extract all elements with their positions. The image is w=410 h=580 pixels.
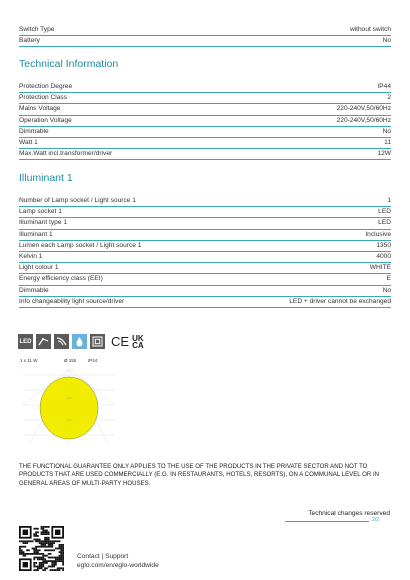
row-value: E: [386, 275, 391, 283]
ukca-top: UK: [132, 333, 144, 343]
table-row: [19, 25, 391, 36]
table-row: [19, 104, 391, 115]
table-row: [19, 252, 391, 263]
row-value: LED + driver cannot be exchanged: [289, 297, 391, 305]
row-value: 4000: [376, 252, 391, 260]
table-row: [19, 82, 391, 93]
table-row: [19, 297, 391, 308]
row-value: 11: [384, 138, 391, 146]
illuminant-table: [19, 196, 391, 308]
table-row: [19, 274, 391, 285]
ceiling-mount-icon: [36, 334, 51, 349]
technical-information-table: [19, 82, 391, 160]
row-label: Watt 1: [19, 138, 38, 146]
table-row: [19, 196, 391, 207]
table-row: [19, 36, 391, 47]
general-info-table: [19, 25, 391, 47]
row-value: 2: [387, 94, 391, 102]
table-row: [19, 149, 391, 160]
light-beam-icon: [54, 334, 69, 349]
page-divider: [285, 521, 369, 522]
row-value: 12W: [377, 150, 391, 158]
led-icon-label: LED: [19, 338, 32, 345]
table-row: [19, 93, 391, 104]
row-value: 220-240V,50/60Hz: [336, 105, 391, 113]
distribution-curve: [40, 377, 98, 439]
light-distribution-diagram: [19, 365, 117, 450]
row-value: 1: [387, 197, 391, 204]
technical-information-heading: Technical Information: [19, 58, 119, 70]
led-icon: [18, 334, 33, 349]
row-value: No: [382, 37, 391, 45]
row-label: Switch Type: [19, 26, 55, 33]
ip-spec: IP44: [88, 358, 98, 363]
table-row: [19, 230, 391, 241]
protection-class-2-icon: [90, 334, 105, 349]
row-label: Dimmable: [19, 286, 49, 294]
row-label: Lumen each Lamp socket / Light source 1: [19, 241, 142, 249]
illuminant-heading: Illuminant 1: [19, 172, 73, 184]
row-label: Max.Watt incl.transformer/driver: [19, 150, 113, 158]
table-row: [19, 116, 391, 127]
row-label: Kelvin 1: [19, 252, 43, 260]
watt-spec: 1 x 11 W: [20, 358, 38, 363]
table-row: [19, 286, 391, 297]
row-value: LED: [378, 219, 391, 227]
ukca-bottom: CA: [132, 340, 144, 350]
row-label: Dimmable: [19, 127, 49, 135]
row-value: Inclusive: [365, 230, 391, 238]
row-value: LED: [378, 208, 391, 216]
row-value: WHITE: [369, 264, 391, 272]
contact-block[interactable]: [77, 552, 159, 570]
row-value: 1350: [376, 241, 391, 249]
row-label: Protection Degree: [19, 83, 73, 90]
row-label: Lamp socket 1: [19, 208, 62, 216]
row-label: Info changeability light source/driver: [19, 297, 125, 305]
table-row: [19, 218, 391, 229]
warranty-notice: THE FUNCTIONAL GUARANTEE ONLY APPLIES TO THE USE OF THE PRODUCTS IN THE PRIVATE SECTOR AND NOT TO PRODUCTS THAT ARE USED COMMERCIALLY (E.G. IN RESTAURANTS, HOTELS, RESORTS), ON A COMMUNAL LEVEL OR IN GENERAL AREAS OF MULTI-PARTY HOUSES.: [19, 463, 380, 487]
row-label: Illuminant 1: [19, 230, 53, 238]
technical-changes-note: Technical changes reserved: [308, 510, 390, 517]
ukca-mark-icon: [132, 335, 144, 349]
ce-mark-icon: CE: [111, 334, 130, 349]
table-row: [19, 138, 391, 149]
row-value: without switch: [349, 26, 391, 33]
row-label: Battery: [19, 37, 40, 45]
row-label: Mains Voltage: [19, 105, 61, 113]
diameter-spec: Ø 155: [64, 358, 77, 363]
row-label: Illuminant type 1: [19, 219, 68, 227]
row-label: Protection Class: [19, 94, 68, 102]
contact-support-link[interactable]: Contact | Support: [77, 553, 129, 560]
table-row: [19, 207, 391, 218]
contact-url-link[interactable]: eglo.com/en/eglo-worldwide: [77, 562, 159, 569]
row-value: No: [382, 286, 391, 294]
row-label: Energy efficiency class (EEI): [19, 275, 103, 283]
row-label: Number of Lamp socket / Light source 1: [19, 197, 136, 204]
table-row: [19, 241, 391, 252]
qr-code[interactable]: [19, 526, 64, 571]
certification-icons: [18, 334, 144, 349]
row-value: IP44: [377, 83, 391, 90]
table-row: [19, 127, 391, 138]
row-value: No: [382, 127, 391, 135]
row-label: Light colour 1: [19, 264, 59, 272]
page-number: 2/2: [372, 517, 380, 523]
row-label: Operation Voltage: [19, 116, 72, 124]
row-value: 220-240V,50/60Hz: [336, 116, 391, 124]
table-row: [19, 263, 391, 274]
water-drop-icon: [72, 334, 87, 349]
